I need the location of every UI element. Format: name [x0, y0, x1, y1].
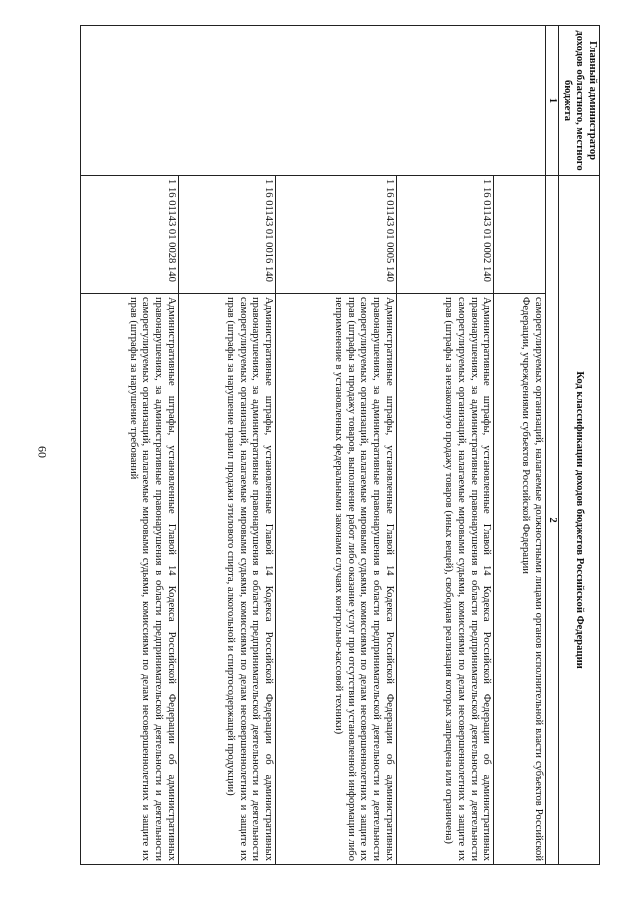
- header-classification-code: Код классификации доходов бюджетов Российской Федерации: [559, 176, 600, 865]
- table-header-row: [559, 26, 600, 865]
- rotated-table-container: [80, 25, 600, 865]
- description-cell: Административные штрафы, установленные Главой 14 Кодекса Российской Федерации об административных правонарушениях, за административные правонарушения в области предпринимательской деятельности и деятельности саморегулируемых организаций, налагаемые мировыми судьями, комиссиями по делам несовершеннолетних и защите их прав (штрафы за нарушение требований: [81, 294, 179, 865]
- admin-cell: [81, 26, 546, 176]
- description-cell: Административные штрафы, установленные Главой 14 Кодекса Российской Федерации об административных правонарушениях, за административные правонарушения в области предпринимательской деятельности и деятельности саморегулируемых организаций, налагаемые мировыми судьями, комиссиями по делам несовершеннолетних и защите их прав (штрафы за нарушение правил продажи этилового спирта, алкогольной и спиртосодержащей продукции): [178, 294, 276, 865]
- code-cell: 1 16 01143 01 0002 140: [396, 176, 494, 294]
- code-cell: 1 16 01143 01 0016 140: [178, 176, 276, 294]
- revenue-classification-table: [80, 25, 600, 865]
- code-cell: [494, 176, 546, 294]
- code-cell: 1 16 01143 01 0028 140: [81, 176, 179, 294]
- description-cell: Административные штрафы, установленные Главой 14 Кодекса Российской Федерации об административных правонарушениях, за административные правонарушения в области предпринимательской деятельности и деятельности саморегулируемых организаций, налагаемые мировыми судьями, комиссиями по делам несовершеннолетних и защите их прав (штрафы за незаконную продажу товаров (иных вещей), свободная реализация которых запрещена или ограничена): [396, 294, 494, 865]
- column-number-1: 1: [545, 26, 559, 176]
- header-chief-administrator: Главный администратор доходов областного, местного бюджета: [559, 26, 600, 176]
- code-cell: 1 16 01143 01 0005 140: [276, 176, 397, 294]
- column-number-row: [545, 26, 559, 865]
- column-number-2: 2: [545, 176, 559, 865]
- page-number: 60: [35, 446, 50, 458]
- table-row: [494, 26, 546, 865]
- description-cell: Административные штрафы, установленные Главой 14 Кодекса Российской Федерации об административных правонарушениях, за административные правонарушения в области предпринимательской деятельности и деятельности саморегулируемых организаций, налагаемые мировыми судьями, комиссиями по делам несовершеннолетних и защите их прав (штрафы за продажу товаров, выполнение работ либо оказание услуг при отсутствии установленной информации либо неприменение в установленных федеральными законами случаях контрольно-кассовой техники): [276, 294, 397, 865]
- description-cell: саморегулируемых организаций, налагаемые должностными лицами органов исполнительной власти субъектов Российской Федерации, учреждениями субъектов Российской Федерации: [494, 294, 546, 865]
